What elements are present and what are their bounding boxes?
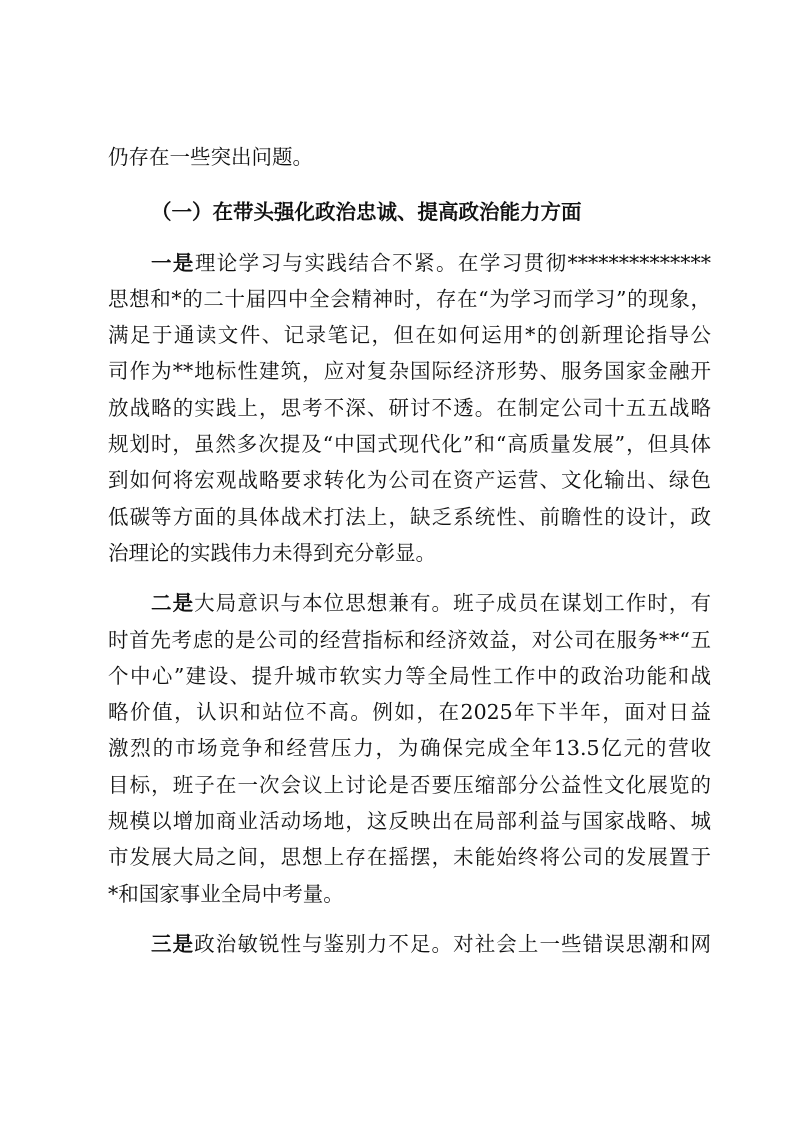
line-text: 规划时，虽然多次提及“中国式现代化”和“高质量发展”，但具体	[108, 432, 711, 457]
paragraph-line	[108, 535, 711, 571]
line-text: 规模以增加商业活动场地，这反映出在局部利益与国家战略、城	[108, 809, 711, 834]
intro-line: 仍存在一些突出问题。	[108, 145, 313, 169]
paragraph-line	[108, 767, 711, 803]
line-text: 个中心”建设、提升城市软实力等全局性工作中的政治功能和战	[108, 663, 711, 688]
paragraph-line	[108, 281, 711, 317]
line-text: 大局意识与本位思想兼有。班子成员在谋划工作时，有	[194, 591, 711, 616]
line-text: 到如何将宏观战略要求转化为公司在资产运营、文化输出、绿色	[108, 468, 711, 493]
line-text: 理论学习与实践结合不紧。在学习贯彻**************	[194, 250, 711, 275]
paragraph-line	[108, 730, 711, 766]
line-text: 目标，班子在一次会议上讨论是否要压缩部分公益性文化展览的	[108, 772, 711, 797]
line-text: *和国家事业全局中考量。	[108, 881, 344, 906]
document-page	[108, 139, 711, 962]
paragraph-line	[108, 499, 711, 535]
line-text: 市发展大局之间，思想上存在摇摆，未能始终将公司的发展置于	[108, 845, 711, 870]
paragraph-line	[108, 839, 711, 875]
paragraph-line	[108, 694, 711, 730]
paragraphs	[108, 245, 711, 963]
line-text: 激烈的市场竞争和经营压力，为确保完成全年13.5亿元的营收	[108, 736, 711, 761]
paragraph-line	[108, 876, 711, 912]
line-text: 满足于通读文件、记录笔记，但在如何运用*的创新理论指导公	[108, 323, 711, 348]
line-text: 司作为**地标性建筑，应对复杂国际经济形势、服务国家金融开	[108, 359, 711, 384]
line-text: 治理论的实践伟力未得到充分彰显。	[108, 540, 436, 565]
paragraph-line	[108, 390, 711, 426]
paragraph-line	[108, 926, 711, 962]
paragraph-line	[108, 426, 711, 462]
line-text: 低碳等方面的具体战术打法上，缺乏系统性、前瞻性的设计，政	[108, 504, 711, 529]
line-text: 思想和*的二十届四中全会精神时，存在“为学习而学习”的现象，	[108, 286, 711, 311]
section-heading: （一）在带头强化政治忠诚、提高政治能力方面	[151, 200, 582, 225]
line-text: 放战略的实践上，思考不深、研讨不透。在制定公司十五五战略	[108, 395, 711, 420]
paragraph-lead: 一是	[151, 250, 195, 275]
paragraph-lead: 三是	[151, 931, 195, 956]
paragraph-line	[108, 462, 711, 498]
paragraph-lead: 二是	[151, 591, 195, 616]
paragraph	[108, 245, 711, 572]
paragraph-line	[108, 622, 711, 658]
paragraph-line	[108, 658, 711, 694]
paragraph-line	[108, 317, 711, 353]
line-text: 政治敏锐性与鉴别力不足。对社会上一些错误思潮和网	[194, 931, 711, 956]
paragraph-line	[108, 245, 711, 281]
line-text: 时首先考虑的是公司的经营指标和经济效益，对公司在服务**“五	[108, 627, 711, 652]
paragraph	[108, 585, 711, 912]
paragraph-line	[108, 803, 711, 839]
paragraph	[108, 926, 711, 962]
paragraph-line	[108, 353, 711, 389]
paragraph-line	[108, 585, 711, 621]
line-text: 略价值，认识和站位不高。例如，在2025年下半年，面对日益	[108, 700, 711, 725]
